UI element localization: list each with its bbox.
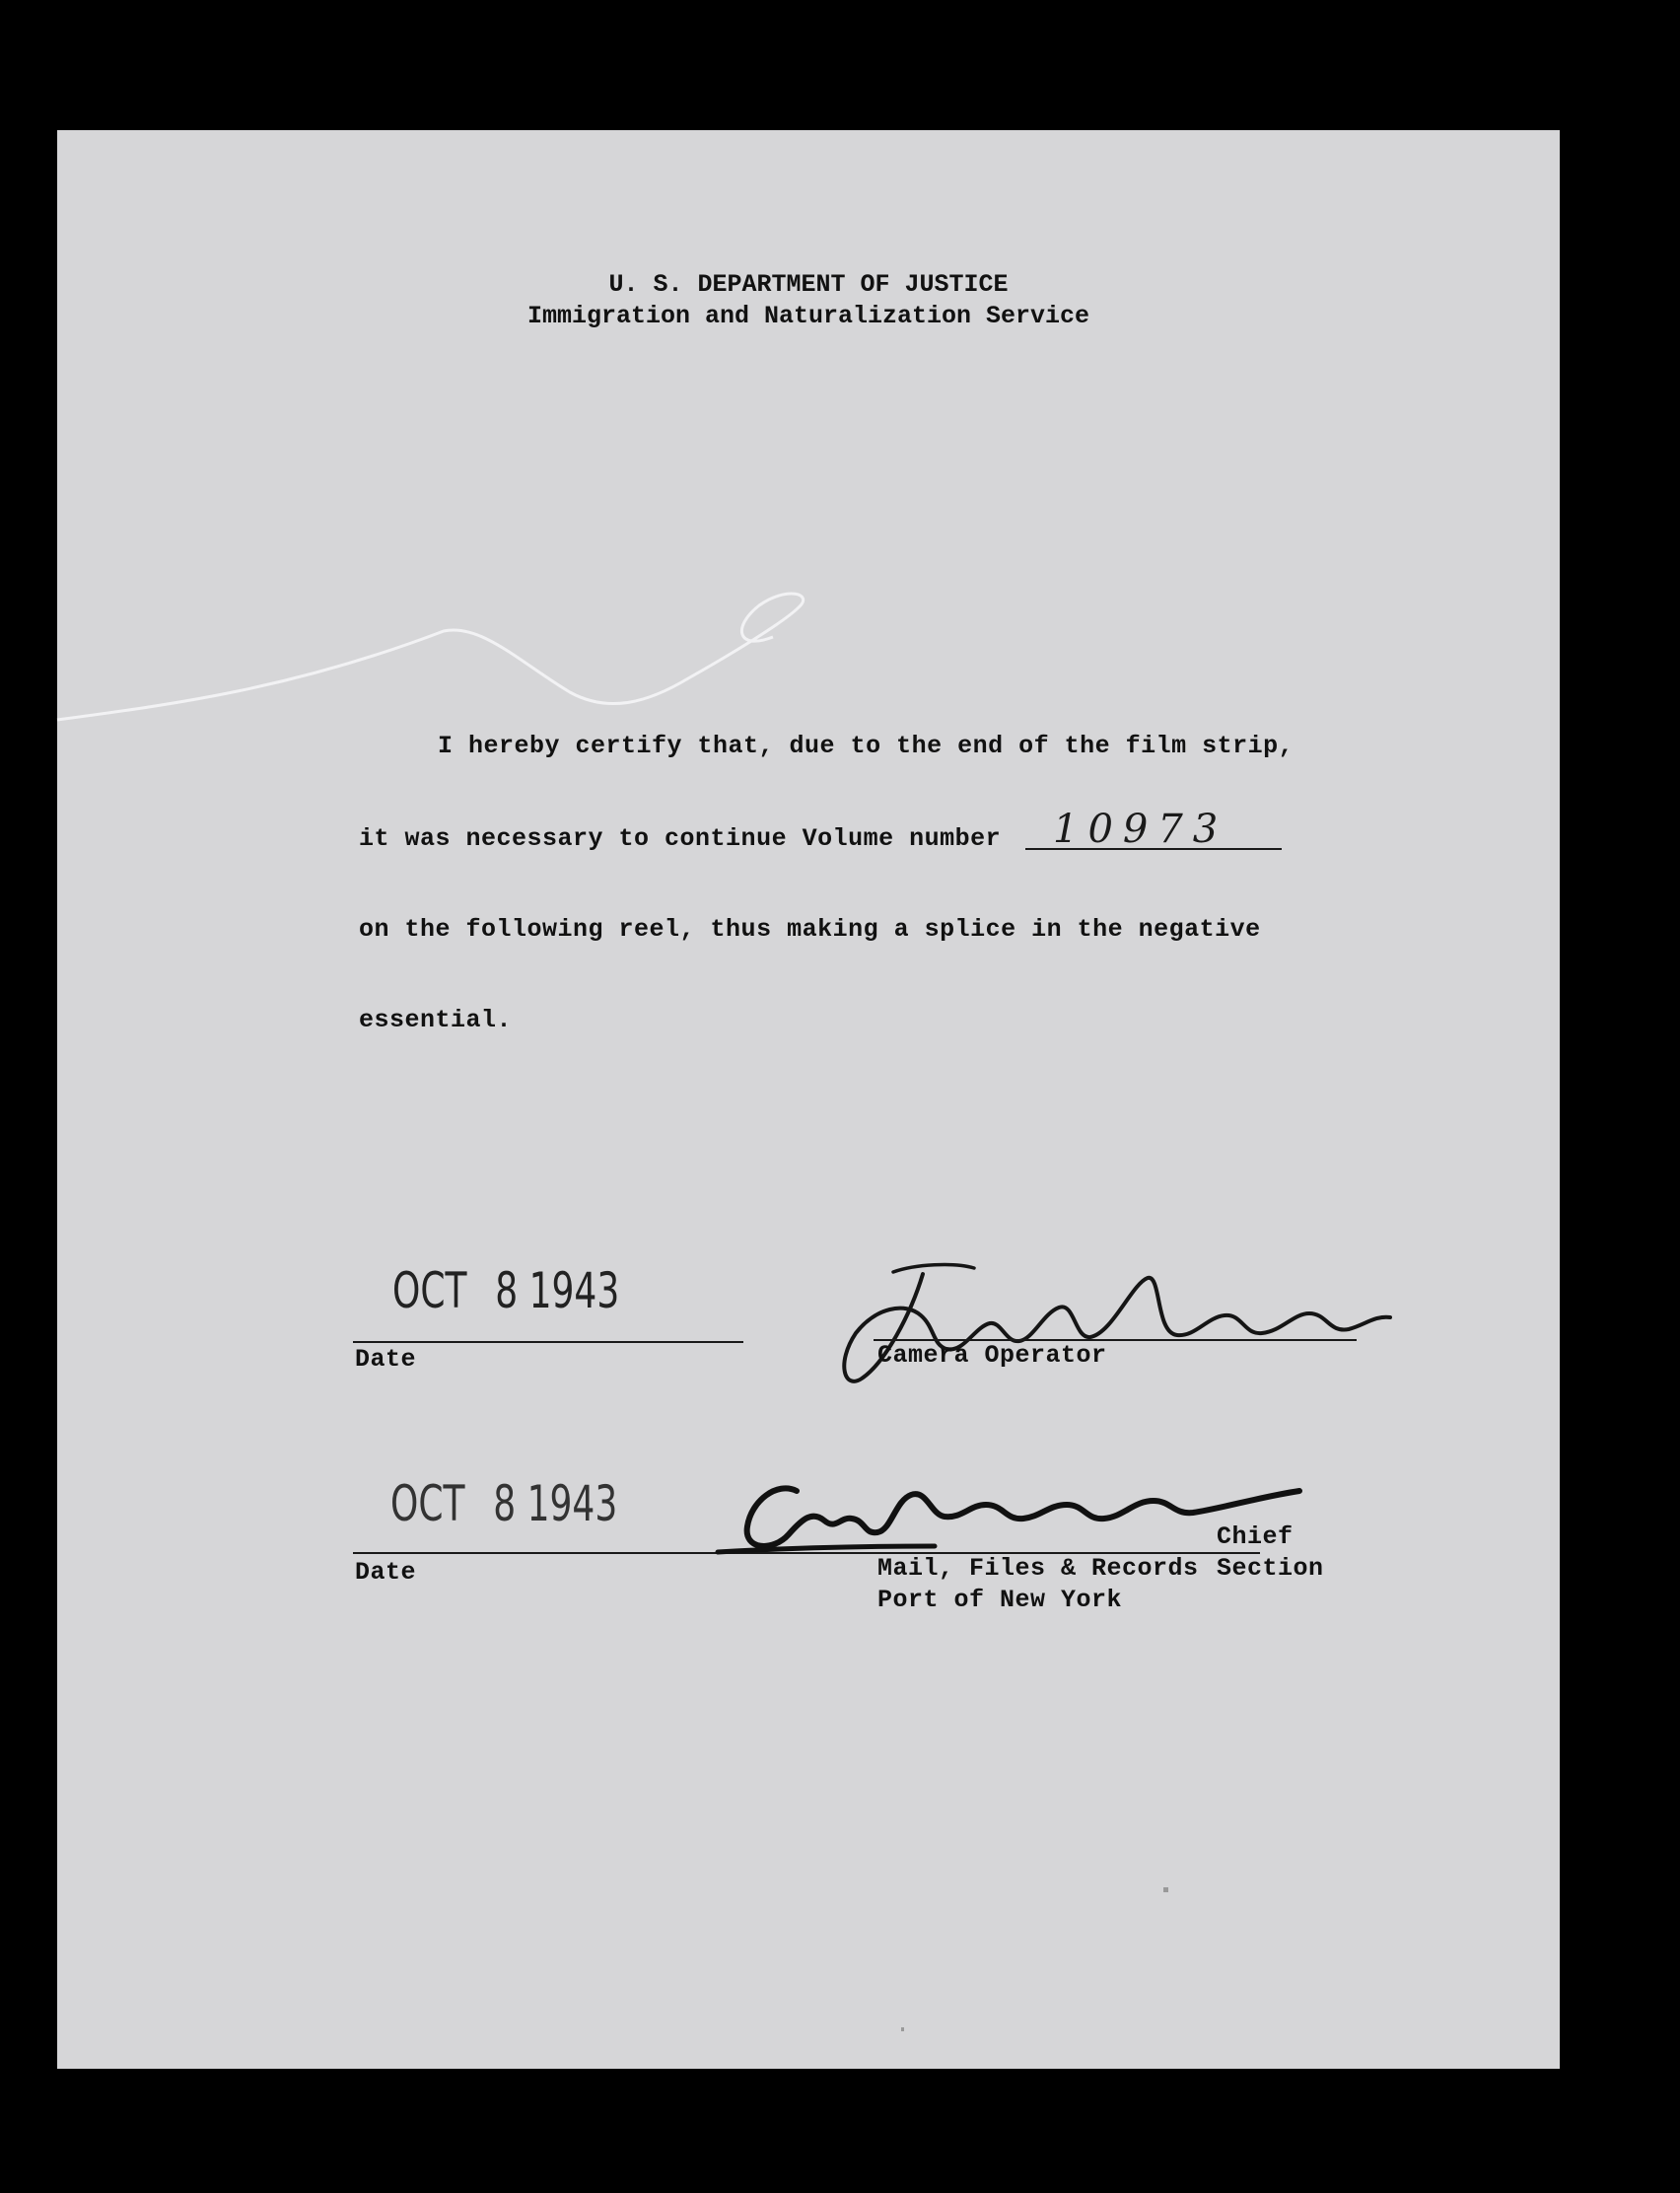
service-heading: Immigration and Naturalization Service — [526, 302, 1090, 330]
chief-title-line-3: Port of New York — [877, 1586, 1123, 1614]
certify-line-1: I hereby certify that, due to the end of the film strip, — [438, 732, 1295, 760]
date-stamp-2-month: OCT — [390, 1475, 465, 1532]
camera-operator-label: Camera Operator — [877, 1341, 1107, 1370]
date-line-1 — [353, 1341, 743, 1343]
camera-operator-signature — [816, 1254, 1408, 1392]
date-stamp-1 — [392, 1262, 619, 1319]
chief-title-line-2-right: Section — [1217, 1554, 1324, 1583]
paper-scratch — [57, 594, 826, 751]
department-heading: U. S. DEPARTMENT OF JUSTICE — [608, 270, 1009, 299]
certify-line-3: on the following reel, thus making a splice in the negative — [359, 915, 1261, 944]
volume-number: 10973 — [1053, 807, 1228, 852]
certify-line-4: essential. — [359, 1006, 513, 1034]
stray-mark — [1163, 1887, 1168, 1892]
certify-line-2: it was necessary to continue Volume number — [359, 824, 1002, 853]
chief-title-line-1: Chief — [1217, 1522, 1294, 1551]
document-page — [57, 130, 1560, 2069]
date-stamp-1-day-year: 8 1943 — [495, 1262, 620, 1319]
stray-mark — [901, 2027, 904, 2031]
date-stamp-1-month: OCT — [392, 1262, 467, 1319]
date-label-2: Date — [355, 1558, 417, 1587]
date-stamp-2-day-year: 8 1943 — [493, 1475, 618, 1532]
date-stamp-2 — [390, 1475, 617, 1532]
date-label-1: Date — [355, 1345, 417, 1374]
chief-title-line-2-left: Mail, Files & Records — [877, 1554, 1199, 1583]
